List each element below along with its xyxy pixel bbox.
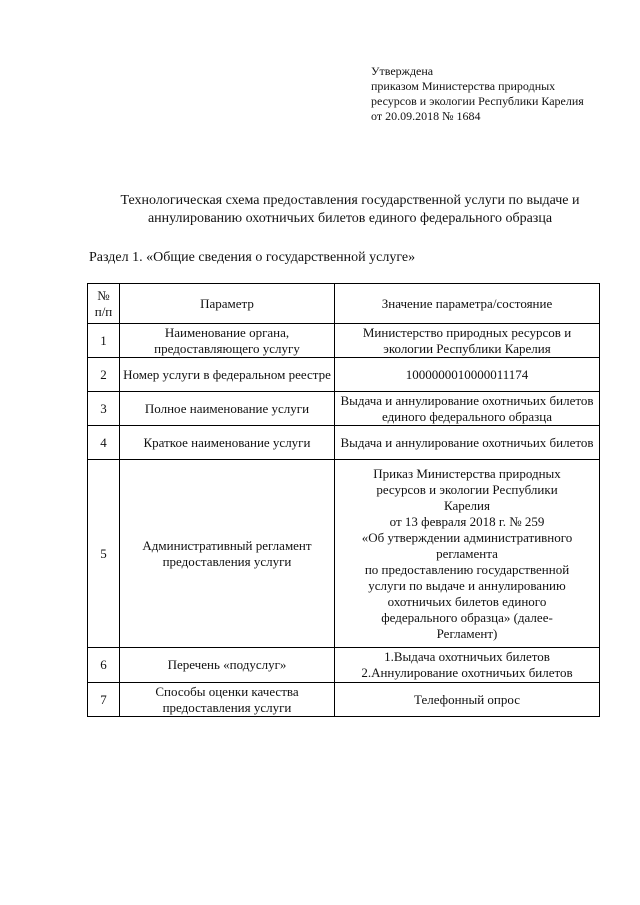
regulation-line: федерального образца» (далее- xyxy=(381,609,553,625)
row-num: 6 xyxy=(88,648,120,683)
header-value: Значение параметра/состояние xyxy=(335,284,600,324)
row-param: Номер услуги в федеральном реестре xyxy=(120,358,335,392)
header-param: Параметр xyxy=(120,284,335,324)
regulation-line: охотничьих билетов единого xyxy=(387,593,547,609)
row-num: 2 xyxy=(88,358,120,392)
regulation-line: Карелия xyxy=(444,497,490,513)
regulation-line: Регламент) xyxy=(436,625,498,641)
table-row xyxy=(88,426,600,460)
row-value: Выдача и аннулирование охотничьих билетов xyxy=(335,426,600,460)
approval-line: приказом Министерства природных xyxy=(371,79,556,93)
regulation-line: регламента xyxy=(436,545,498,561)
row-value: Министерство природных ресурсов и экологии Республики Карелия xyxy=(335,324,600,358)
regulation-line: от 13 февраля 2018 г. № 259 xyxy=(389,513,545,529)
table-row xyxy=(88,392,600,426)
title-line-1: Технологическая схема предоставления государственной услуги по выдаче и xyxy=(120,193,580,208)
service-info-table xyxy=(87,283,600,717)
subservice-line: 1.Выдача охотничьих билетов xyxy=(384,649,550,664)
row-param: Краткое наименование услуги xyxy=(120,426,335,460)
row-num: 7 xyxy=(88,683,120,717)
table-row xyxy=(88,324,600,358)
row-param: Перечень «подуслуг» xyxy=(120,648,335,683)
row-param: Наименование органа, предоставляющего услугу xyxy=(120,324,335,358)
section-title: Раздел 1. «Общие сведения о государственной услуге» xyxy=(89,250,416,265)
regulation-line: услуги по выдаче и аннулированию xyxy=(368,577,566,593)
row-param: Административный регламент предоставления услуги xyxy=(120,460,335,648)
row-value: Телефонный опрос xyxy=(335,683,600,717)
row-param: Полное наименование услуги xyxy=(120,392,335,426)
document-title xyxy=(70,192,630,228)
table-row xyxy=(88,358,600,392)
row-num: 4 xyxy=(88,426,120,460)
row-value xyxy=(335,648,600,683)
title-line-2: аннулированию охотничьих билетов единого федерального образца xyxy=(147,211,553,226)
row-value: Выдача и аннулирование охотничьих билетов единого федерального образца xyxy=(335,392,600,426)
row-value xyxy=(335,460,600,648)
regulation-line: ресурсов и экологии Республики xyxy=(376,481,558,497)
approval-line: Утверждена xyxy=(371,64,434,78)
table-header-row xyxy=(88,284,600,324)
row-num: 1 xyxy=(88,324,120,358)
table-row xyxy=(88,460,600,648)
regulation-line: «Об утверждении административного xyxy=(361,529,573,545)
table-row xyxy=(88,648,600,683)
subservice-line: 2.Аннулирование охотничьих билетов xyxy=(361,665,573,680)
row-num: 3 xyxy=(88,392,120,426)
regulation-line: Приказ Министерства природных xyxy=(373,465,561,481)
row-param: Способы оценки качества предоставления услуги xyxy=(120,683,335,717)
approval-block xyxy=(371,64,631,124)
row-num: 5 xyxy=(88,460,120,648)
approval-line: ресурсов и экологии Республики Карелия xyxy=(371,94,584,108)
row-value: 1000000010000011174 xyxy=(335,358,600,392)
approval-line: от 20.09.2018 № 1684 xyxy=(371,109,481,123)
header-num: № п/п xyxy=(88,284,120,324)
table-row xyxy=(88,683,600,717)
regulation-line: по предоставлению государственной xyxy=(364,561,570,577)
